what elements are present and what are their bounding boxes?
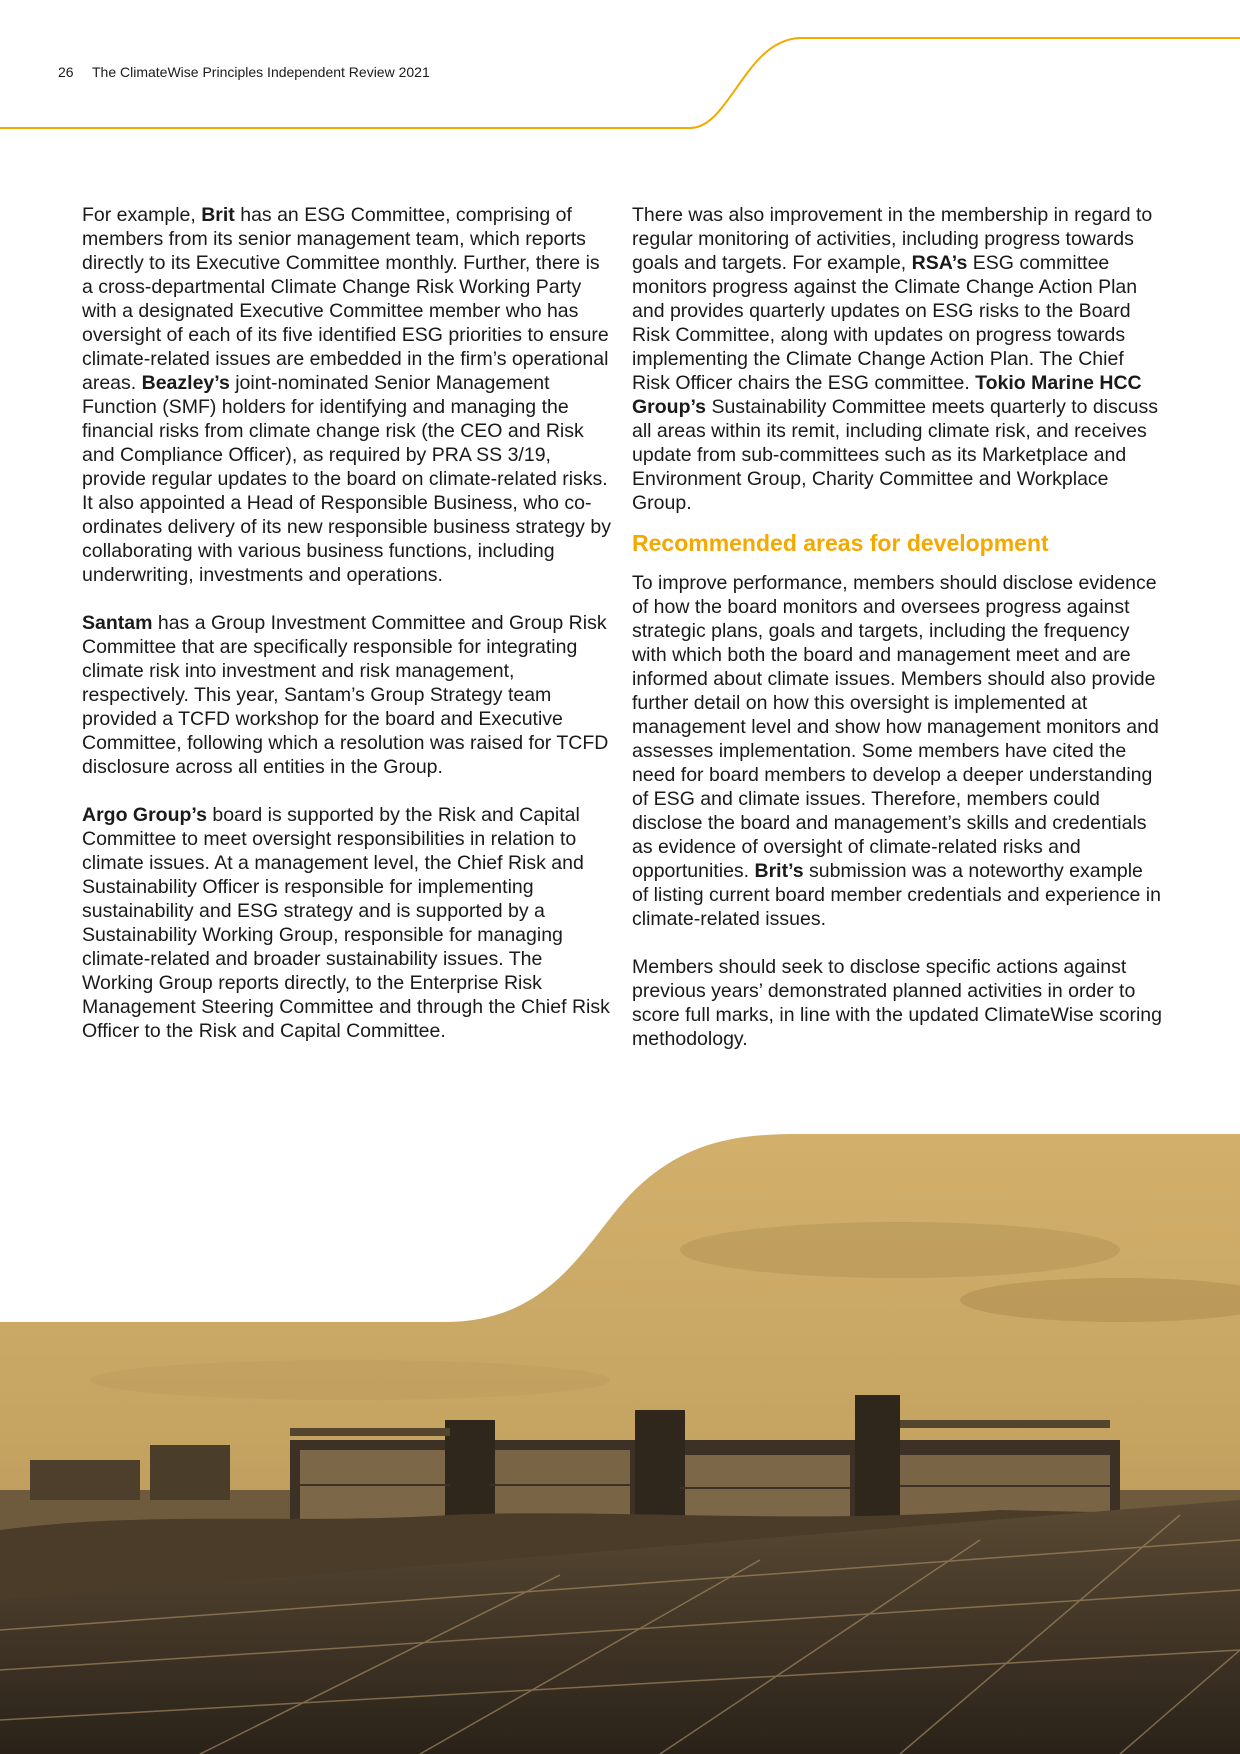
- paragraph-argo: Argo Group’s board is supported by the Risk and Capital Committee to meet oversight responsibilities in relation to climate issues. At a management level, the Chief Risk and Sustainability Officer is responsible for implementing sustainability and ESG strategy and is supported by a Sustainability Working Group, responsible for managing climate-related and broader sustainability issues. The Working Group reports directly, to the Enterprise Risk Management Steering Committee and through the Chief Risk Officer to the Risk and Capital Committee.: [82, 804, 610, 1042]
- paragraph-rsa-tokio: There was also improvement in the membership in regard to regular monitoring of activities, including progress towards goals and targets. For example, RSA’s ESG committee monitors progress against the Climate Change Action Plan and provides quarterly updates on ESG risks to the Board Risk Committee, along with updates on progress towards implementing the Climate Change Action Plan. The Chief Risk Officer chairs the ESG committee. Tokio Marine HCC Group’s Sustainability Committee meets quarterly to discuss all areas within its remit, including climate risk, and receives update from sub-committees such as its Marketplace and Environment Group, Charity Committee and Workplace Group.: [632, 204, 1158, 514]
- page-number: 26: [58, 64, 74, 80]
- document-title: The ClimateWise Principles Independent Review 2021: [92, 64, 430, 80]
- solar-building-photo: [0, 1130, 1240, 1754]
- paragraph-brit-beazley: For example, Brit has an ESG Committee, comprising of members from its senior management team, which reports directly to its Executive Committee monthly. Further, there is a cross-departmental Climate Change Risk Working Party with a designated Executive Committee member who has oversight of each of its five identified ESG priorities to ensure climate-related issues are embedded in the firm’s operational areas. Beazley’s joint-nominated Senior Management Function (SMF) holders for identifying and managing the financial risks from climate change risk (the CEO and Risk and Compliance Officer), as required by PRA SS 3/19, provide regular updates to the board on climate-related risks. It also appointed a Head of Responsible Business, who co-ordinates delivery of its new responsible business strategy by collaborating with various business functions, including underwriting, investments and operations.: [82, 204, 611, 586]
- paragraph-santam: Santam has a Group Investment Committee and Group Risk Committee that are specifically responsible for integrating climate risk into investment and risk management, respectively. This year, Santam’s Group Strategy team provided a TCFD workshop for the board and Executive Committee, following which a resolution was raised for TCFD disclosure across all entities in the Group.: [82, 612, 609, 778]
- right-column: [632, 203, 1162, 1075]
- section-heading: Recommended areas for development: [632, 530, 1049, 556]
- paragraph-scoring: Members should seek to disclose specific actions against previous years’ demonstrated planned activities in order to score full marks, in line with the updated ClimateWise scoring methodology.: [632, 956, 1162, 1050]
- paragraph-recommendations: To improve performance, members should disclose evidence of how the board monitors and oversees progress against strategic plans, goals and targets, including the frequency with which both the board and management meet and are informed about climate issues. Members should also provide further detail on how this oversight is implemented at management level and show how management monitors and assesses implementation. Some members have cited the need for board members to develop a deeper understanding of ESG and climate issues. Therefore, members could disclose the board and management’s skills and credentials as evidence of oversight of climate-related risks and opportunities. Brit’s submission was a noteworthy example of listing current board member credentials and experience in climate-related issues.: [632, 572, 1161, 930]
- left-column: [82, 203, 612, 1067]
